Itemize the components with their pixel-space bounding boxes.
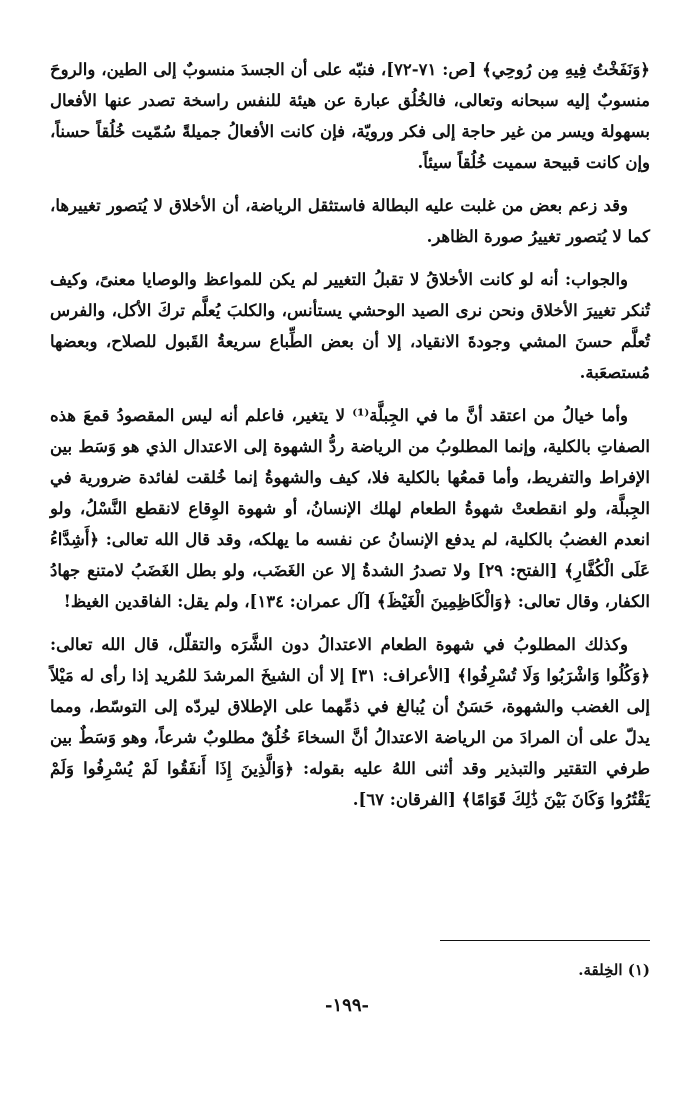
paragraph-2: وقد زعم بعض من غلبت عليه البطالة فاستثقل الرياضة، أن الأخلاق لا يُتصور تغييرها، كما لا يُتصور تغييرُ صورة الظاهر. [50, 196, 650, 246]
page-body [50, 54, 650, 827]
paragraph-4: وأما خيالُ من اعتقد أنَّ ما في الجِبلَّة⁽¹⁾ لا يتغير، فاعلم أنه ليس المقصودُ قمعَ هذه الصفاتِ بالكلية، وإنما المطلوبُ من الرياضة ردُّ الشهوة إلى الاعتدال الذي هو وَسَط بين الإفراط والتفريط، وأما قمعُها بالكلية فلا، كيف والشهوةُ إنما خُلقت لفائدة ضرورية في الجِبلَّة، ولو انقطعتْ شهوةُ الطعام لهلك الإنسانُ، أو شهوة الوِقاع لانقطع النَّسْلُ، ولو انعدم الغضبُ بالكلية، لم يدفع الإنسانُ عن نفسه ما يهلكه، وقد قال الله تعالى: ﴿أَشِدَّاءُ عَلَى الْكُفَّارِ﴾ [الفتح: ٢٩] ولا تصدرُ الشدةُ إلا عن الغَضَب، ولو بطل الغَضَبُ لامتنع جهادُ الكفار، وقال تعالى: ﴿وَالْكَاظِمِينَ الْغَيْظَ﴾ [آل عمران: ١٣٤]، ولم يقل: الفاقدين الغيظ! [50, 406, 650, 611]
page-number: -١٩٩- [325, 995, 369, 1016]
paragraph-1: ﴿وَنَفَخْتُ فِيهِ مِن رُوحِي﴾ [ص: ٧١-٧٢]، فنبّه على أن الجسدَ منسوبٌ إلى الطين، والروحَ منسوبٌ إليه سبحانه وتعالى، فالخُلُق عبارة عن هيئة للنفس راسخة تصدر عنها الأفعال بسهولة ويسر من غير حاجة إلى فكر ورويّة، فإن كانت الأفعالُ جميلةً سُمّيت خُلُقاً حسناً، وإن كانت قبيحة سميت خُلُقاً سيئاً. [50, 60, 650, 172]
paragraph-3: والجواب: أنه لو كانت الأخلاقُ لا تقبلُ التغيير لم يكن للمواعظ والوصايا معنىً، وكيف تُنكر تغييرَ الأخلاق ونحن نرى الصيد الوحشي يستأنس، والكلبَ يُعلَّم تركَ الأكل، والفرس تُعلَّم حسنَ المشي وجودةَ الانقياد، إلا أن بعض الطِّباع سريعةُ القَبول للصلاح، وبعضها مُستصعَبة. [50, 270, 650, 382]
footnote: (١) الخِلقة. [578, 961, 650, 979]
footnote-divider [440, 940, 650, 941]
paragraph-5: وكذلك المطلوبُ في شهوة الطعام الاعتدالُ دون الشَّرَه والتقلّل، قال الله تعالى: ﴿وَكُلُوا وَاشْرَبُوا وَلَا تُسْرِفُوا﴾ [الأعراف: ٣١] إلا أن الشيخَ المرشدَ للمُريد إذا رأى له مَيْلاً إلى الغضب والشهوة، حَسَنٌ أن يُبالغ في ذمِّهما على الإطلاق ليردّه إلى التوسّط، ومما يدلّ على أن المرادَ من الرياضة الاعتدالُ أنَّ السخاءَ خُلُقٌ مطلوبٌ شرعاً، وهو وَسَطٌ بين طرفي التقتير والتبذير وقد أثنى اللهُ عليه بقوله: ﴿وَالَّذِينَ إِذَا أَنفَقُوا لَمْ يُسْرِفُوا وَلَمْ يَقْتُرُوا وَكَانَ بَيْنَ ذَٰلِكَ قَوَامًا﴾ [الفرقان: ٦٧]. [50, 635, 651, 809]
